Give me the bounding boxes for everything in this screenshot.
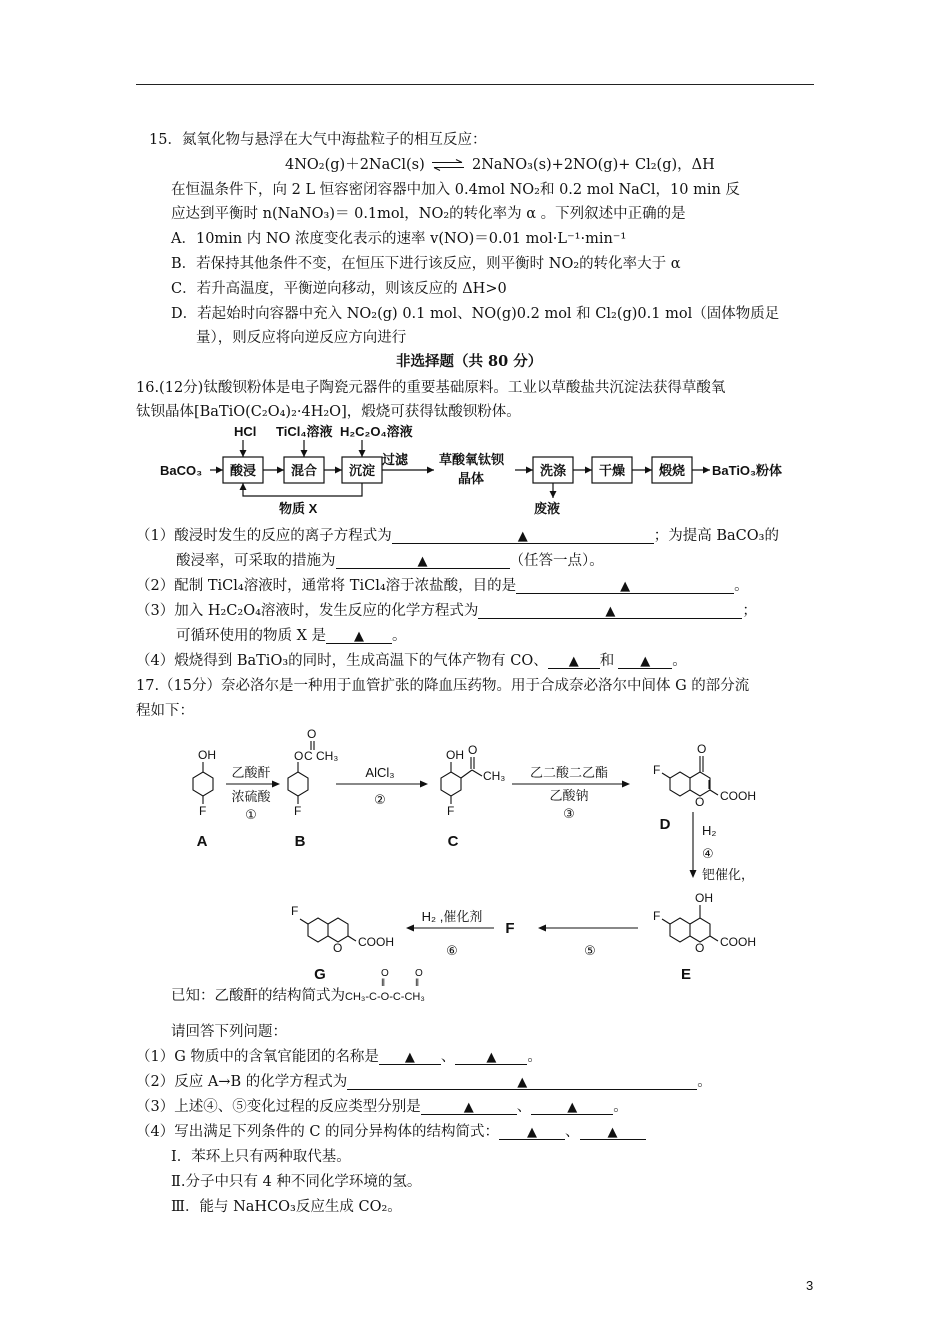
crystal-label-1: 草酸氧钛钡: [439, 452, 505, 467]
blank-triangle-icon: ▲: [605, 604, 616, 619]
compound-g-label: G: [314, 966, 326, 983]
box-calcine-label: 煅烧: [658, 463, 686, 478]
blank-triangle-icon: ▲: [463, 1100, 474, 1115]
equilibrium-arrow-icon: [431, 159, 465, 171]
answer-blank[interactable]: [531, 1097, 613, 1115]
carbonyl-mark-2: O ‖: [415, 968, 423, 989]
reagent-conc-h2so4: 浓硫酸: [231, 789, 271, 804]
q17-part1-sep: 、: [440, 1049, 456, 1065]
e-f: F: [653, 909, 661, 923]
q16-part4-end: 。: [672, 653, 687, 669]
ring-g-benzene: [308, 918, 328, 942]
c-o: O: [468, 743, 478, 757]
q15-option-b: B．若保持其他条件不变，在恒压下进行该反应，则平衡时 NO₂的转化率大于 α: [171, 256, 681, 272]
answer-blank[interactable]: [478, 601, 742, 619]
label-filter: 过滤: [382, 452, 409, 467]
answer-blank[interactable]: [326, 626, 392, 644]
start-baco3: BaCO₃: [160, 463, 203, 478]
q17-part3: [136, 1097, 628, 1117]
q17-known: [171, 968, 425, 1007]
q16-part2-prompt: （2）配制 TiCl₄溶液时，通常将 TiCl₄溶于浓盐酸，目的是: [136, 578, 517, 594]
step-5: ⑤: [584, 943, 596, 958]
q16-part3-line1: [136, 601, 757, 621]
q17-synthesis-scheme: [150, 722, 800, 1014]
b-f: F: [294, 804, 302, 818]
answer-blank[interactable]: [336, 551, 510, 569]
q16-flowchart: [150, 420, 810, 520]
box-dry-label: 干燥: [598, 463, 626, 478]
q17-part2: [136, 1072, 712, 1092]
b-carbonyl-o: O: [307, 727, 317, 741]
ring-d-benzene: [670, 772, 690, 796]
header-rule: [136, 84, 814, 85]
step-3: ③: [563, 806, 575, 821]
q15-option-a: A．10min 内 NO 浓度变化表示的速率 v(NO)＝0.01 mol·L⁻¹·min⁻¹: [171, 231, 627, 247]
q15-line2: 应达到平衡时 n(NaNO₃)＝ 0.1mol，NO₂的转化率为 α 。下列叙述中正确的是: [171, 206, 686, 222]
e-ring-o: O: [695, 941, 705, 955]
q15-eq-right: 2NaNO₃(s)+2NO(g)+ Cl₂(g)，ΔH: [471, 157, 715, 173]
acetic-anhydride-formula: [345, 968, 425, 1007]
q15-stem: 15．氮氧化物与悬浮在大气中海盐粒子的相互反应：: [149, 132, 487, 148]
c-f: F: [447, 804, 455, 818]
q15-option-c: C．若升高温度，平衡逆向移动，则该反应的 ΔH>0: [171, 281, 507, 297]
d-cooh: COOH: [720, 789, 756, 803]
reagent-hcl: HCl: [234, 424, 257, 439]
q17-ask: 请回答下列问题：: [171, 1024, 287, 1040]
q16-part1-prompt2: 酸浸率，可采取的措施为: [176, 553, 336, 569]
q16-part3-end2: 。: [392, 628, 407, 644]
ring-e-benzene: [670, 918, 690, 942]
blank-triangle-icon: ▲: [417, 554, 428, 569]
g-ring-o: O: [333, 941, 343, 955]
q16-part1-hint: （任答一点）。: [509, 553, 604, 569]
answer-blank[interactable]: [548, 651, 600, 669]
page-number: 3: [806, 1278, 814, 1293]
d-f: F: [653, 763, 661, 777]
answer-blank[interactable]: [580, 1122, 646, 1140]
q17-part1-prompt: （1）G 物质中的含氧官能团的名称是: [136, 1049, 379, 1065]
q16-part3-prompt2: 可循环使用的物质 X 是: [176, 628, 327, 644]
compound-a-label: A: [196, 833, 208, 850]
step-2: ②: [374, 792, 386, 807]
a-f: F: [199, 804, 207, 818]
step-4: ④: [702, 846, 714, 861]
q17-stem-line1: 17.（15分）奈必洛尔是一种用于血管扩张的降血压药物。用于合成奈必洛尔中间体 G 的部分流: [136, 678, 750, 694]
q16-part4-and: 和: [599, 653, 615, 669]
answer-blank[interactable]: [347, 1072, 697, 1090]
compound-e-label: E: [680, 966, 692, 983]
q16-part3-prompt: （3）加入 H₂C₂O₄溶液时，发生反应的化学方程式为: [136, 603, 479, 619]
compound-d-label: D: [659, 816, 671, 833]
recycle-substance-x: 物质 X: [279, 501, 318, 516]
reagent-h2: H₂: [702, 823, 717, 838]
q16-part4-prompt: （4）煅烧得到 BaTiO₃的同时，生成高温下的气体产物有 CO、: [136, 653, 548, 669]
answer-blank[interactable]: [499, 1122, 565, 1140]
q15-eq-left: 4NO₂(g)＋2NaCl(s): [285, 157, 425, 173]
answer-blank[interactable]: [455, 1047, 527, 1065]
q16-part3-line2: [176, 626, 407, 646]
blank-triangle-icon: ▲: [607, 1125, 618, 1140]
q16-part1-line2: [176, 551, 604, 571]
q16-part3-end: ；: [742, 603, 757, 619]
q15-option-d-line2: 量），则反应将向逆反应方向进行: [196, 330, 407, 346]
compound-f-label: F: [505, 920, 515, 937]
q15-option-d-line1: D．若起始时向容器中充入 NO₂(g) 0.1 mol、NO(g)0.2 mol 和 Cl₂(g)0.1 mol（固体物质足: [171, 306, 780, 322]
q16-stem-line1: 16.(12分)钛酸钡粉体是电子陶瓷元器件的重要基础原料。工业以草酸盐共沉淀法获得草酸氧: [136, 380, 726, 396]
q17-part4: [136, 1122, 646, 1142]
waste-liquid: 废液: [534, 501, 561, 516]
box-acid-leach-label: 酸浸: [229, 463, 257, 478]
reagent-h2c2o4: H₂C₂O₄溶液: [340, 424, 413, 439]
q16-stem-line2: 钛钡晶体[BaTiO(C₂O₄)₂·4H₂O]，煅烧可获得钛酸钡粉体。: [136, 404, 521, 420]
ring-c: [441, 772, 461, 796]
d-ring-o: O: [695, 795, 705, 809]
blank-triangle-icon: ▲: [567, 1100, 578, 1115]
q16-part1-prompt: （1）酸浸时发生的反应的离子方程式为: [136, 528, 392, 544]
e-cooh: COOH: [720, 935, 756, 949]
blank-triangle-icon: ▲: [517, 1075, 528, 1090]
q17-part4-sep: 、: [565, 1124, 580, 1140]
reagent-h2-catalyst: H₂ ,催化剂: [421, 909, 483, 924]
c-ch3: CH₃: [483, 769, 506, 783]
step-6: ⑥: [446, 943, 458, 958]
reagent-acetic-anhydride: 乙酸酐: [231, 765, 271, 780]
answer-blank[interactable]: [379, 1047, 441, 1065]
reagent-diethyl-oxalate: 乙二酸二乙酯: [529, 765, 609, 780]
carbonyl-mark-1: O ‖: [381, 968, 389, 989]
q17-part1: [136, 1047, 542, 1067]
q17-part4-prompt: （4）写出满足下列条件的 C 的同分异构体的结构简式：: [136, 1124, 500, 1140]
box-precipitate-label: 沉淀: [348, 463, 376, 478]
q15-equation: [285, 155, 715, 175]
blank-triangle-icon: ▲: [354, 629, 365, 644]
q17-part2-prompt: （2）反应 A→B 的化学方程式为: [136, 1074, 348, 1090]
compound-c-label: C: [447, 833, 459, 850]
section-title: 非选择题（共 80 分）: [396, 353, 543, 370]
q16-part1-text: ；为提高 BaCO₃的: [653, 528, 779, 544]
q17-part3-sep: 、: [516, 1099, 532, 1115]
blank-triangle-icon: ▲: [404, 1050, 415, 1065]
a-oh: OH: [198, 748, 216, 762]
q16-part4: [136, 651, 687, 671]
c-oh: OH: [446, 748, 464, 762]
blank-triangle-icon: ▲: [517, 529, 528, 544]
q15-line1: 在恒温条件下，向 2 L 恒容密闭容器中加入 0.4mol NO₂和 0.2 mol NaCl，10 min 反: [171, 182, 740, 198]
reagent-pd-catalyst: 钯催化，: [702, 867, 755, 882]
q17-condition-1: Ⅰ．苯环上只有两种取代基。: [171, 1149, 351, 1165]
reagent-ticl4: TiCl₄溶液: [276, 424, 333, 439]
d-ketone-o: O: [697, 742, 707, 756]
b-ester-o: O: [294, 749, 304, 763]
blank-triangle-icon: ▲: [620, 579, 631, 594]
product-batio3: BaTiO₃粉体: [712, 463, 783, 478]
answer-blank[interactable]: [392, 526, 654, 544]
b-ch3: CH₃: [316, 749, 339, 763]
q17-condition-2: Ⅱ.分子中只有 4 种不同化学环境的氢。: [171, 1174, 422, 1190]
step-1: ①: [245, 807, 257, 822]
q17-part1-end: 。: [527, 1049, 542, 1065]
answer-blank[interactable]: [516, 576, 734, 594]
box-mix-label: 混合: [290, 463, 318, 478]
blank-triangle-icon: ▲: [486, 1050, 497, 1065]
compound-b-label: B: [294, 833, 306, 850]
formula-text: CH₃-C-O-C-CH₃: [345, 991, 425, 1003]
ring-b: [288, 772, 308, 796]
blank-triangle-icon: ▲: [527, 1125, 538, 1140]
g-f: F: [291, 904, 299, 918]
reagent-sodium-acetate: 乙酸钠: [549, 788, 589, 803]
q16-part2-end: 。: [734, 578, 749, 594]
reagent-alcl3: AlCl₃: [365, 765, 395, 780]
q17-part3-prompt: （3）上述④、⑤变化过程的反应类型分别是: [136, 1099, 421, 1115]
b-c: C: [304, 749, 313, 763]
q17-part3-end: 。: [613, 1099, 628, 1115]
q16-part1-line1: [136, 526, 779, 546]
blank-triangle-icon: ▲: [640, 654, 651, 669]
q17-stem-line2: 程如下：: [136, 703, 194, 719]
known-prefix: 已知：乙酸酐的结构简式为: [171, 988, 345, 1004]
blank-triangle-icon: ▲: [568, 654, 579, 669]
ring-a: [193, 772, 213, 796]
q16-part2: [136, 576, 749, 596]
box-wash-label: 洗涤: [539, 463, 567, 478]
answer-blank[interactable]: [618, 651, 672, 669]
crystal-label-2: 晶体: [458, 471, 485, 486]
e-oh: OH: [695, 891, 713, 905]
q17-condition-3: Ⅲ．能与 NaHCO₃反应生成 CO₂。: [171, 1199, 402, 1215]
q17-part2-end: 。: [697, 1074, 712, 1090]
answer-blank[interactable]: [421, 1097, 517, 1115]
g-cooh: COOH: [358, 935, 394, 949]
